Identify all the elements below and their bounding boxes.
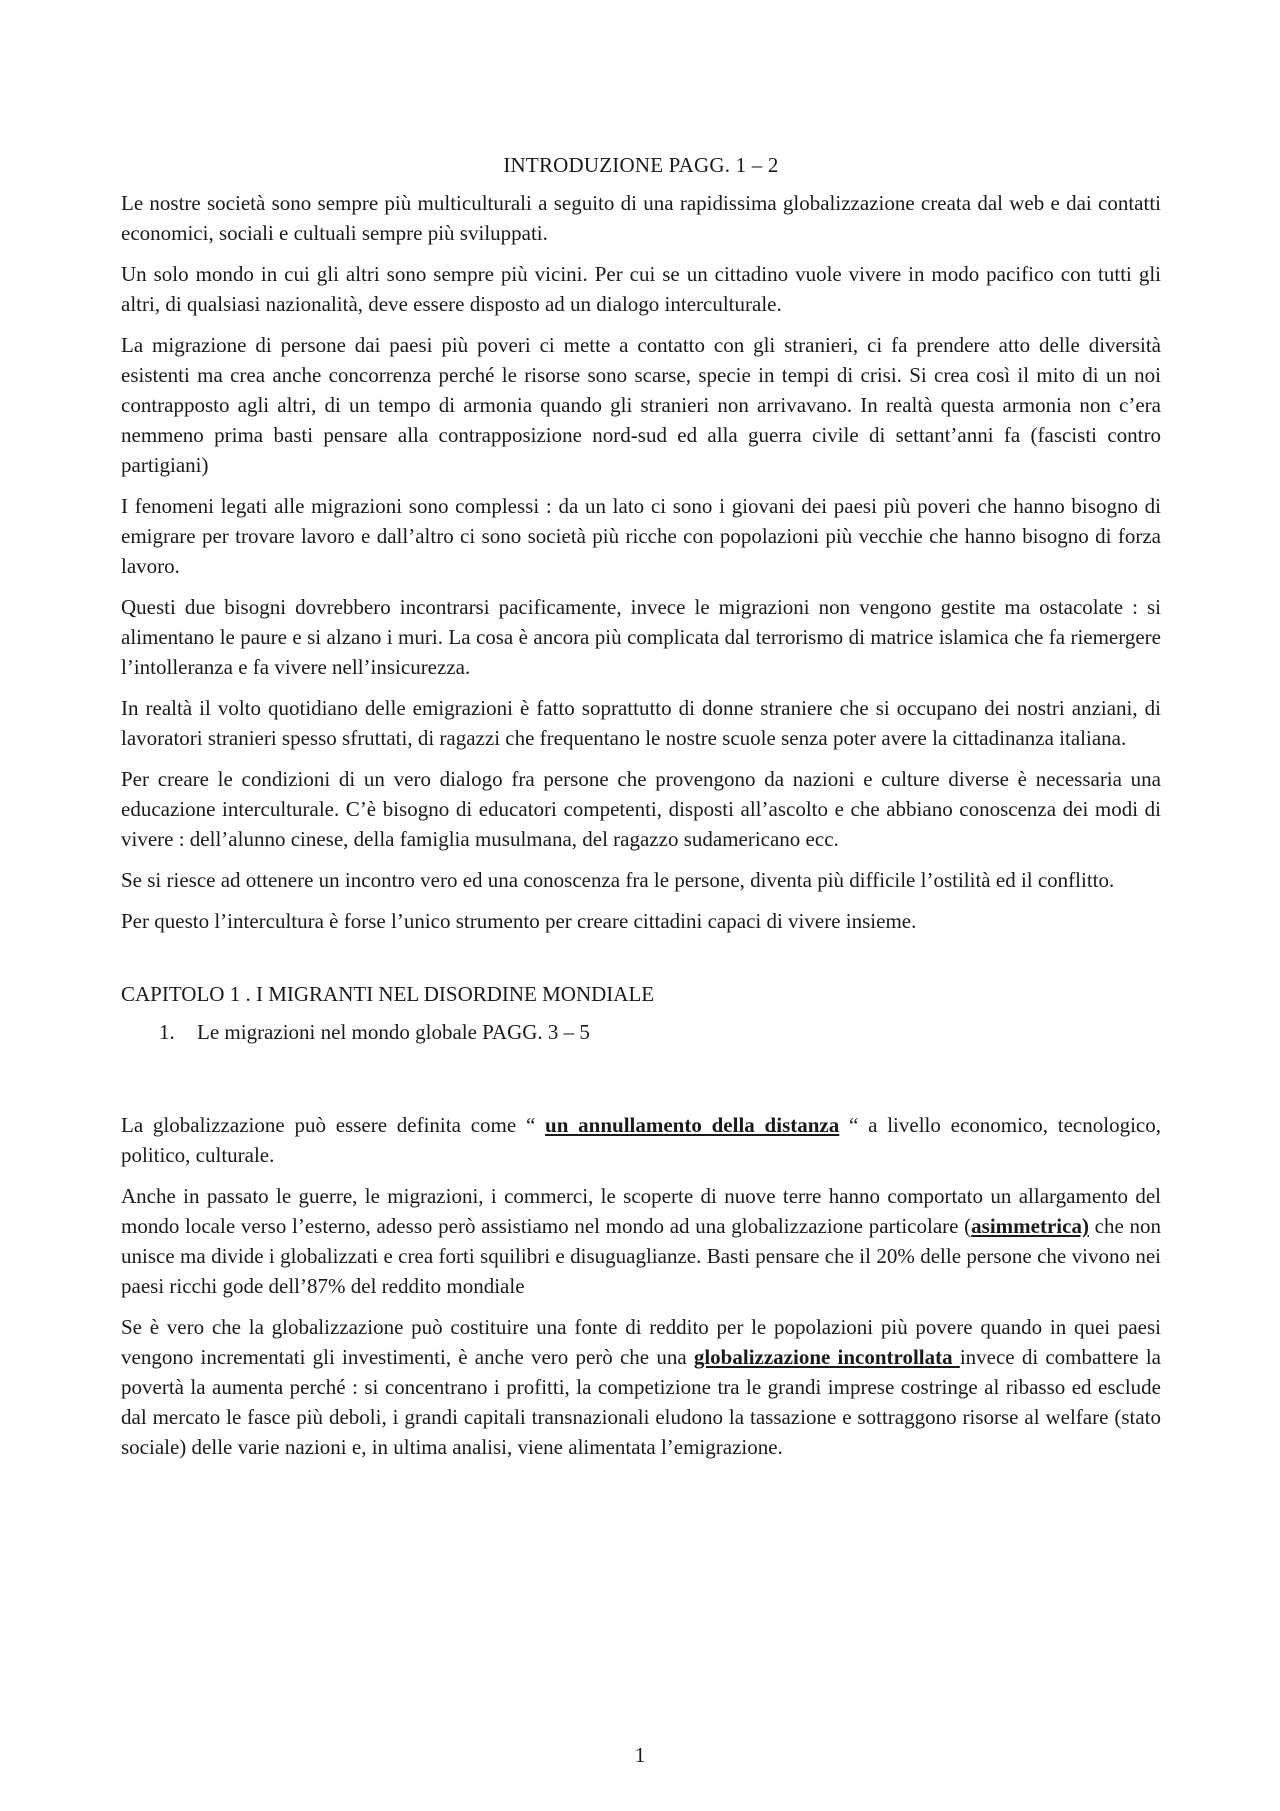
text-run: La globalizzazione può essere definita come “ [121, 1113, 546, 1137]
page-number: 1 [634, 1743, 646, 1767]
intro-paragraph-9: Per questo l’intercultura è forse l’unico strumento per creare cittadini capaci di vivere insieme. [121, 909, 917, 933]
chapter-heading: CAPITOLO 1 . I MIGRANTI NEL DISORDINE MONDIALE [121, 982, 655, 1006]
section-number: 1. [159, 1020, 175, 1044]
intro-paragraph-4: I fenomeni legati alle migrazioni sono complessi : da un lato ci sono i giovani dei paesi più poveri che hanno bisogno di emigrare per trovare lavoro e dall’altro ci sono società più ricche con popolazioni più vecchie che hanno bisogno di forza lavoro. [121, 494, 1161, 578]
intro-paragraph-2: Un solo mondo in cui gli altri sono sempre più vicini. Per cui se un cittadino vuole vivere in modo pacifico con tutti gli altri, di qualsiasi nazionalità, deve essere disposto ad un dialogo interculturale. [121, 262, 1161, 316]
intro-paragraph-8: Se si riesce ad ottenere un incontro vero ed una conoscenza fra le persone, diventa più difficile l’ostilità ed il conflitto. [121, 868, 1115, 892]
text-run: invece di combattere la povertà la aumenta perché : si concentrano i profitti, la competizione tra le grandi imprese costringe al ribasso ed esclude dal mercato le fasce più deboli, i grandi capitali transnazionali eludono la tassazione e sottraggono risorse al welfare (stato sociale) delle varie nazioni e, in ultima analisi, viene alimentata l’emigrazione. [121, 1345, 1161, 1459]
intro-paragraph-5: Questi due bisogni dovrebbero incontrarsi pacificamente, invece le migrazioni non vengono gestite ma ostacolate : si alimentano le paure e si alzano i muri. La cosa è ancora più complicata dal terrorismo di matrice islamica che fa riemergere l’intolleranza e fa vivere nell’insicurezza. [121, 595, 1161, 679]
section-title: Le migrazioni nel mondo globale PAGG. 3 – 5 [197, 1020, 590, 1044]
globalization-paragraph-3 [121, 1312, 1161, 1462]
intro-paragraph-1: Le nostre società sono sempre più multiculturali a seguito di una rapidissima globalizzazione creata dal web e dai contatti economici, sociali e cultuali sempre più sviluppati. [121, 191, 1161, 245]
text-run: Se è vero che la globalizzazione può costituire una fonte di reddito per le popolazioni più povere quando in quei paesi vengono incrementati gli investimenti, è anche vero però che una [121, 1315, 1161, 1369]
emphasized-term: un annullamento della distanza [545, 1113, 840, 1137]
emphasized-term: asimmetrica) [971, 1214, 1089, 1238]
intro-paragraph-6: In realtà il volto quotidiano delle emigrazioni è fatto soprattutto di donne straniere che si occupano dei nostri anziani, di lavoratori stranieri spesso sfruttati, di ragazzi che frequentano le nostre scuole senza poter avere la cittadinanza italiana. [121, 696, 1161, 750]
page-content [121, 152, 1161, 1473]
text-run: Anche in passato le guerre, le migrazioni, i commerci, le scoperte di nuove terre hanno comportato un allargamento del mondo locale verso l’esterno, adesso però assistiamo nel mondo ad una globalizzazione particolare ( [121, 1184, 1161, 1238]
globalization-paragraph-1 [121, 1110, 1161, 1170]
intro-paragraph-7: Per creare le condizioni di un vero dialogo fra persone che provengono da nazioni e culture diverse è necessaria una educazione interculturale. C’è bisogno di educatori competenti, disposti all’ascolto e che abbiano conoscenza dei modi di vivere : dell’alunno cinese, della famiglia musulmana, del ragazzo sudamericano ecc. [121, 767, 1161, 851]
emphasized-term: globalizzazione incontrollata [693, 1345, 960, 1369]
text-run: “ a livello economico, tecnologico, politico, culturale. [121, 1113, 1161, 1167]
text-run: che non unisce ma divide i globalizzati e crea forti squilibri e disuguaglianze. Basti pensare che il 20% delle persone che vivono nei paesi ricchi gode dell’87% del reddito mondiale [121, 1214, 1161, 1298]
section-heading [159, 1018, 1161, 1046]
intro-paragraph-3: La migrazione di persone dai paesi più poveri ci mette a contatto con gli stranieri, ci fa prendere atto delle diversità esistenti ma crea anche concorrenza perché le risorse sono scarse, specie in tempi di crisi. Si crea così il mito di un noi contrapposto agli altri, di un tempo di armonia quando gli stranieri non arrivavano. In realtà questa armonia non c’era nemmeno prima basti pensare alla contrapposizione nord-sud ed alla guerra civile di settant’anni fa (fascisti contro partigiani) [121, 333, 1161, 477]
document-title: INTRODUZIONE PAGG. 1 – 2 [503, 153, 779, 177]
globalization-paragraph-2 [121, 1181, 1161, 1301]
